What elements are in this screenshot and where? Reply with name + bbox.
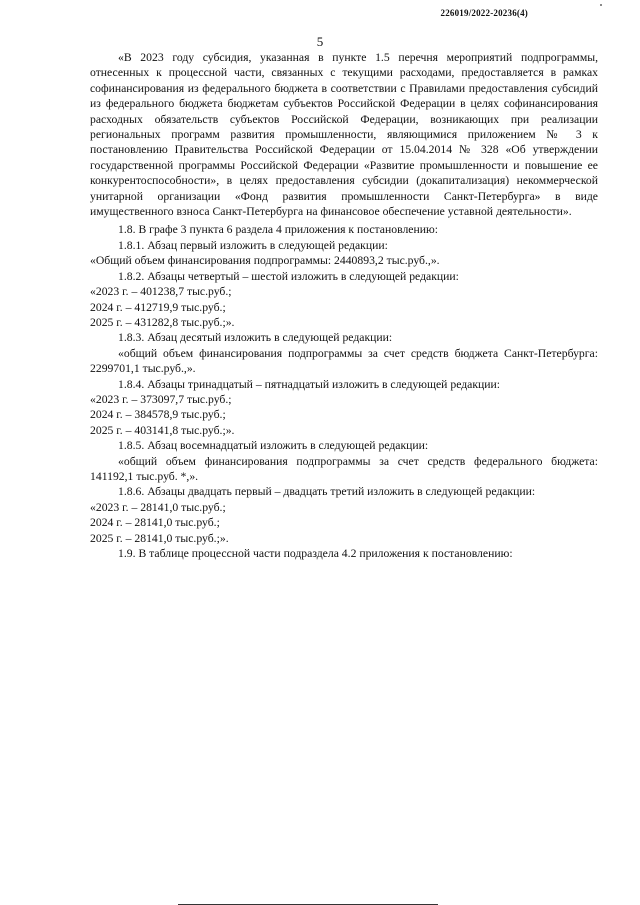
document-number: 226019/2022-20236(4) — [440, 8, 528, 18]
item-1-8: 1.8. В графе 3 пункта 6 раздела 4 приложения к постановлению: — [118, 223, 438, 237]
paragraph-subsidy-2023: «В 2023 году субсидия, указанная в пункте 1.5 перечня мероприятий подпрограммы, отнесенных к процессной части, связанных с текущими расходами, предоставляется в рамках софинансирования из федерального бюджета в соответствии с Правилами предоставления субсидий из федерального бюджета бюджетам субъектов Российской Федерации в целях софинансирования расходных обязательств субъектов Российской Федерации, возникающих при реализации региональных программ развития промышленности, являющимися приложением № 3 к постановлению Правительства Российской Федерации от 15.04.2014 № 328 «Об утверждении государственной программы Российской Федерации «Развитие промышленности и повышение ее конкурентоспособности», в целях предоставления субсидии (докапитализация) некоммерческой унитарной организации «Фонд развития промышленности Санкт-Петербурга» в виде имущественного взноса Санкт-Петербурга на финансовое обеспечение уставной деятельности». — [90, 51, 598, 219]
scan-speck — [600, 4, 602, 6]
item-1-8-3: 1.8.3. Абзац десятый изложить в следующей редакции: — [118, 331, 393, 345]
item-1-8-4: 1.8.4. Абзацы тринадцатый – пятнадцатый изложить в следующей редакции: — [118, 377, 501, 391]
page-number: 5 — [316, 34, 324, 49]
quoted-federal-budget-funding: «общий объем финансирования подпрограммы за счет средств федерального бюджета: 141192,1 тыс.руб. *,». — [90, 454, 598, 483]
item-1-9: 1.9. В таблице процессной части подраздела 4.2 приложения к постановлению: — [118, 547, 513, 560]
funding-2023-line: «2023 г. – 401238,7 тыс.руб.; — [90, 285, 232, 299]
spb-2025-line: 2025 г. – 403141,8 тыс.руб.;». — [90, 423, 235, 437]
item-1-8-1: 1.8.1. Абзац первый изложить в следующей редакции: — [118, 238, 388, 252]
federal-2023-line: «2023 г. – 28141,0 тыс.руб.; — [90, 500, 226, 514]
federal-2024-line: 2024 г. – 28141,0 тыс.руб.; — [90, 516, 220, 530]
item-1-8-6: 1.8.6. Абзацы двадцать первый – двадцать третий изложить в следующей редакции: — [118, 485, 536, 499]
spb-2024-line: 2024 г. – 384578,9 тыс.руб.; — [90, 408, 226, 422]
quoted-spb-budget-funding: «общий объем финансирования подпрограммы за счет средств бюджета Санкт-Петербурга: 2299701,1 тыс.руб.,». — [90, 346, 598, 376]
spb-2023-line: «2023 г. – 373097,7 тыс.руб.; — [90, 392, 232, 406]
quoted-total-funding: «Общий объем финансирования подпрограммы: 2440893,2 тыс.руб.,». — [90, 254, 440, 268]
funding-2024-line: 2024 г. – 412719,9 тыс.руб.; — [90, 300, 226, 314]
item-1-8-2: 1.8.2. Абзацы четвертый – шестой изложить в следующей редакции: — [118, 269, 459, 283]
federal-2025-line: 2025 г. – 28141,0 тыс.руб.;». — [90, 531, 229, 545]
funding-2025-line: 2025 г. – 431282,8 тыс.руб.;». — [90, 315, 235, 329]
item-1-8-5: 1.8.5. Абзац восемнадцатый изложить в следующей редакции: — [118, 439, 429, 453]
document-body — [90, 50, 598, 561]
